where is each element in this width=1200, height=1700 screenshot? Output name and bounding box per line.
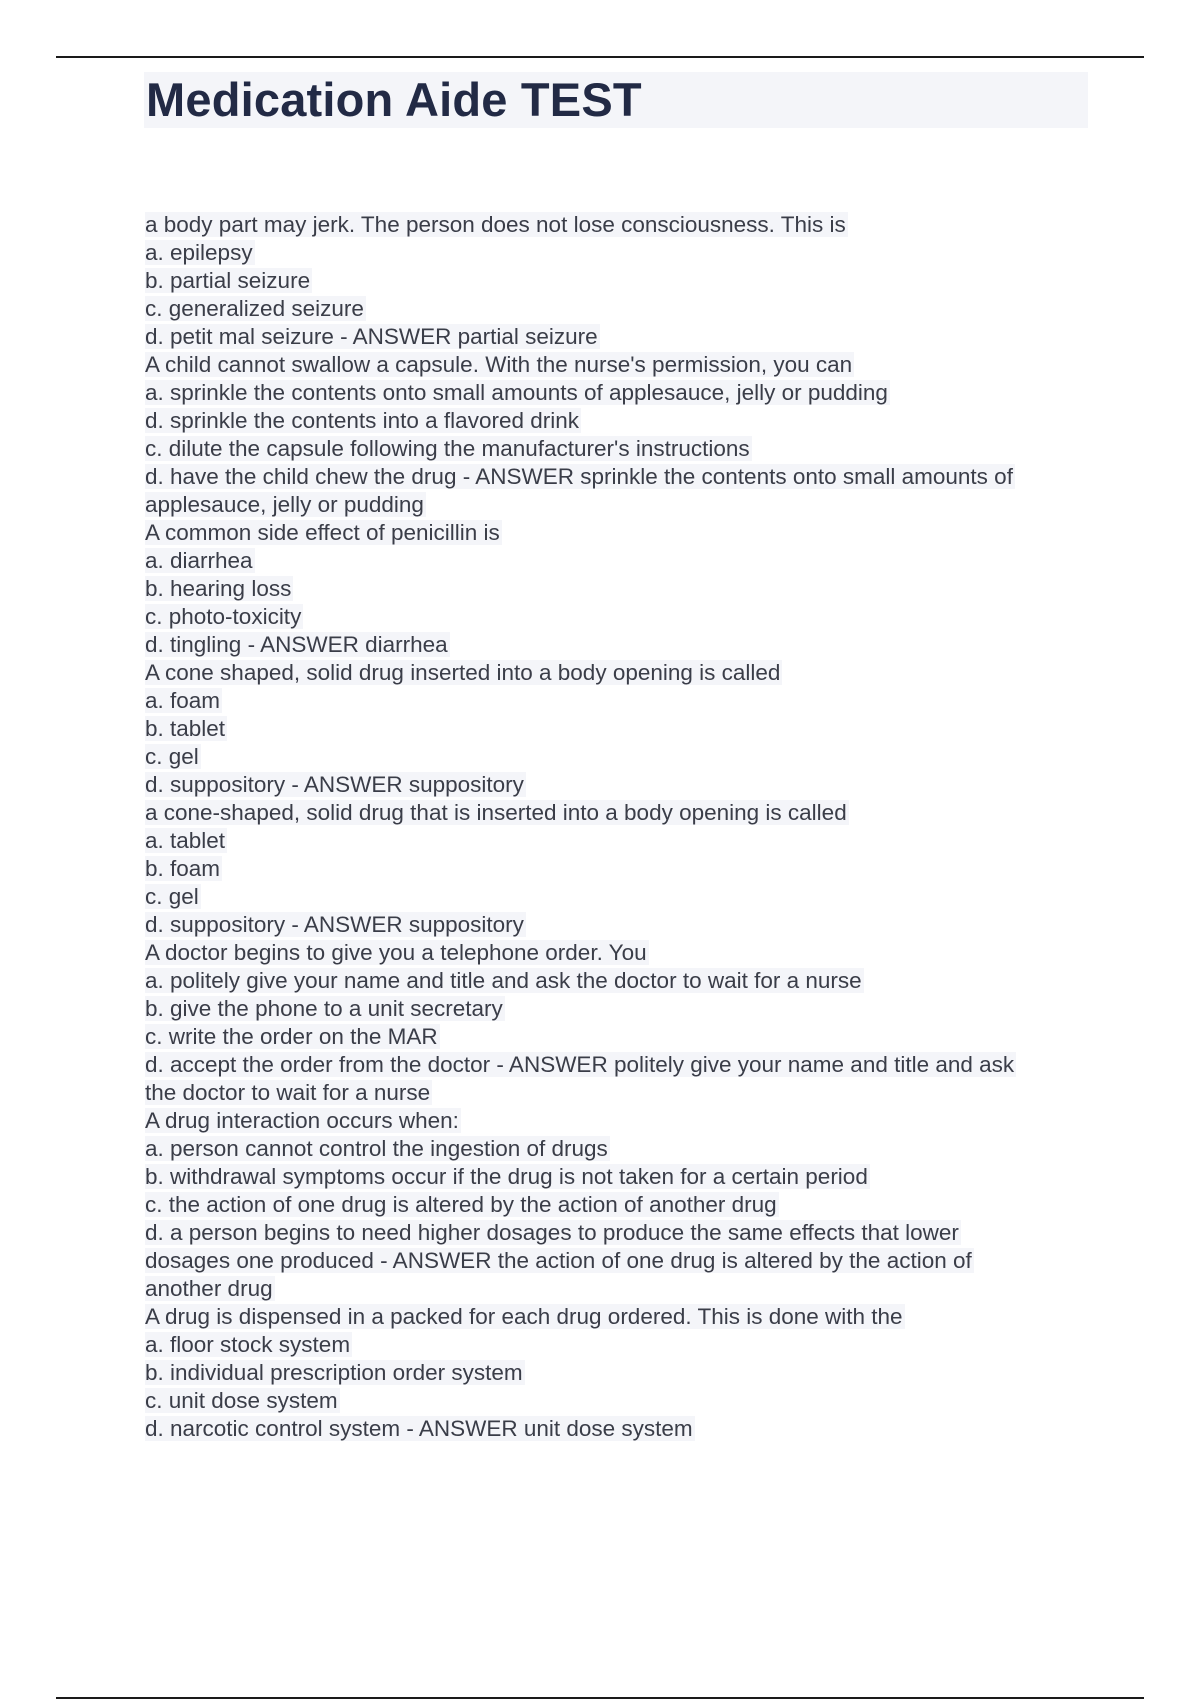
text-line: [145, 827, 1085, 855]
text-line: [145, 1275, 1085, 1303]
text-line: [145, 435, 1085, 463]
text-line: [145, 463, 1085, 491]
text-line: [145, 799, 1085, 827]
text-line-content: b. hearing loss: [145, 576, 292, 601]
text-line: [145, 967, 1085, 995]
text-line: [145, 519, 1085, 547]
text-line-content: c. photo-toxicity: [145, 604, 302, 629]
text-line-content: dosages one produced - ANSWER the action of one drug is altered by the action of: [145, 1248, 972, 1273]
text-line: [145, 211, 1085, 239]
text-line: [145, 771, 1085, 799]
text-line: [145, 1331, 1085, 1359]
text-line: [145, 855, 1085, 883]
text-line-content: a. foam: [145, 688, 221, 713]
text-line: [145, 1079, 1085, 1107]
text-line-content: a body part may jerk. The person does not lose consciousness. This is: [145, 212, 846, 237]
text-line-content: d. a person begins to need higher dosages to produce the same effects that lower: [145, 1220, 959, 1245]
text-line-content: another drug: [145, 1276, 273, 1301]
text-line: [145, 1023, 1085, 1051]
text-line-content: c. gel: [145, 744, 199, 769]
text-line-content: c. unit dose system: [145, 1388, 338, 1413]
text-line: [145, 239, 1085, 267]
text-line-content: A drug interaction occurs when:: [145, 1108, 459, 1133]
text-line-content: d. sprinkle the contents into a flavored drink: [145, 408, 579, 433]
text-line-content: a. epilepsy: [145, 240, 253, 265]
text-line-content: a. politely give your name and title and ask the doctor to wait for a nurse: [145, 968, 862, 993]
text-line-content: A child cannot swallow a capsule. With the nurse's permission, you can: [145, 352, 853, 377]
text-line-content: a. diarrhea: [145, 548, 253, 573]
top-rule: [56, 56, 1144, 58]
text-line: [145, 659, 1085, 687]
text-line: [145, 883, 1085, 911]
text-line-content: d. petit mal seizure - ANSWER partial seizure: [145, 324, 598, 349]
text-line-content: d. accept the order from the doctor - ANSWER politely give your name and title and ask: [145, 1052, 1015, 1077]
text-line-content: c. write the order on the MAR: [145, 1024, 438, 1049]
text-line-content: b. give the phone to a unit secretary: [145, 996, 503, 1021]
text-line: [145, 323, 1085, 351]
text-line: [145, 715, 1085, 743]
text-line: [145, 1415, 1085, 1443]
text-line: [145, 1387, 1085, 1415]
text-line: [145, 351, 1085, 379]
text-line: [145, 1303, 1085, 1331]
text-line: [145, 631, 1085, 659]
text-line-content: b. withdrawal symptoms occur if the drug is not taken for a certain period: [145, 1164, 868, 1189]
text-line: [145, 687, 1085, 715]
text-line-content: b. partial seizure: [145, 268, 311, 293]
text-line: [145, 1107, 1085, 1135]
text-line-content: the doctor to wait for a nurse: [145, 1080, 431, 1105]
bottom-rule: [56, 1697, 1144, 1699]
text-line: [145, 575, 1085, 603]
text-line-content: c. the action of one drug is altered by the action of another drug: [145, 1192, 777, 1217]
text-line: [145, 407, 1085, 435]
text-line-content: d. narcotic control system - ANSWER unit dose system: [145, 1416, 693, 1441]
text-line: [145, 1163, 1085, 1191]
text-line-content: c. generalized seizure: [145, 296, 364, 321]
text-line: [145, 939, 1085, 967]
text-line: [145, 1247, 1085, 1275]
text-line: [145, 743, 1085, 771]
text-line-content: b. tablet: [145, 716, 226, 741]
text-line: [145, 379, 1085, 407]
text-line: [145, 547, 1085, 575]
text-line-content: A drug is dispensed in a packed for each drug ordered. This is done with the: [145, 1304, 903, 1329]
text-line: [145, 1359, 1085, 1387]
text-line-content: b. individual prescription order system: [145, 1360, 523, 1385]
text-line-content: A cone shaped, solid drug inserted into a body opening is called: [145, 660, 781, 685]
text-line-content: A common side effect of penicillin is: [145, 520, 500, 545]
text-line-content: d. suppository - ANSWER suppository: [145, 912, 524, 937]
text-line-content: d. have the child chew the drug - ANSWER sprinkle the contents onto small amounts of: [145, 464, 1013, 489]
text-line: [145, 491, 1085, 519]
text-line: [145, 1051, 1085, 1079]
text-line: [145, 911, 1085, 939]
document-body: [145, 211, 1085, 1443]
text-line-content: a. tablet: [145, 828, 226, 853]
text-line-content: applesauce, jelly or pudding: [145, 492, 424, 517]
text-line: [145, 603, 1085, 631]
text-line: [145, 1219, 1085, 1247]
text-line-content: c. dilute the capsule following the manufacturer's instructions: [145, 436, 750, 461]
text-line-content: c. gel: [145, 884, 199, 909]
text-line-content: b. foam: [145, 856, 221, 881]
text-line-content: a. floor stock system: [145, 1332, 351, 1357]
text-line-content: d. tingling - ANSWER diarrhea: [145, 632, 448, 657]
text-line: [145, 1191, 1085, 1219]
text-line-content: a cone-shaped, solid drug that is inserted into a body opening is called: [145, 800, 847, 825]
text-line-content: a. person cannot control the ingestion of drugs: [145, 1136, 608, 1161]
text-line-content: A doctor begins to give you a telephone order. You: [145, 940, 647, 965]
text-line-content: d. suppository - ANSWER suppository: [145, 772, 524, 797]
document-title: Medication Aide TEST: [146, 73, 642, 126]
text-line-content: a. sprinkle the contents onto small amounts of applesauce, jelly or pudding: [145, 380, 888, 405]
text-line: [145, 295, 1085, 323]
text-line: [145, 995, 1085, 1023]
text-line: [145, 1135, 1085, 1163]
text-line: [145, 267, 1085, 295]
